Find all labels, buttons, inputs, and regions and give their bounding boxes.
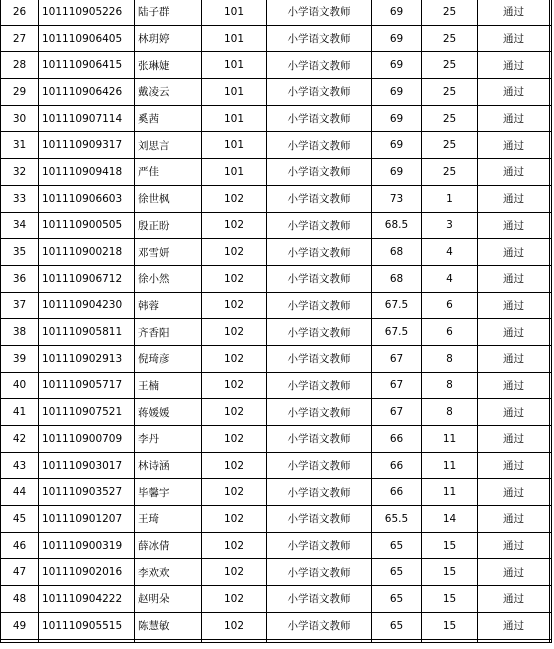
table-row-partial <box>1 639 552 642</box>
candidate-name-cell: 王楠 <box>135 372 202 399</box>
job-title-cell: 小学语文教师 <box>267 159 372 186</box>
post-code-cell: 102 <box>202 239 267 266</box>
job-title-cell: 小学语文教师 <box>267 212 372 239</box>
result-cell: 通过 <box>478 0 550 25</box>
result-cell: 通过 <box>478 426 550 453</box>
score-cell: 65 <box>372 532 422 559</box>
rank-cell: 14 <box>422 506 478 533</box>
rank-cell: 3 <box>422 212 478 239</box>
row-index-cell: 43 <box>1 452 39 479</box>
score-cell: 69 <box>372 105 422 132</box>
score-cell: 68 <box>372 239 422 266</box>
post-code-cell: 102 <box>202 532 267 559</box>
candidate-name-cell: 刘思言 <box>135 132 202 159</box>
candidate-id-cell: 101110906415 <box>39 52 135 79</box>
candidate-name-cell: 戴凌云 <box>135 79 202 106</box>
job-title-cell: 小学语文教师 <box>267 586 372 613</box>
candidate-id-cell: 101110900505 <box>39 212 135 239</box>
rank-cell: 6 <box>422 292 478 319</box>
post-code-cell: 102 <box>202 586 267 613</box>
post-code-cell: 101 <box>202 52 267 79</box>
extra-cell <box>550 132 552 159</box>
result-cell: 通过 <box>478 265 550 292</box>
job-title-cell: 小学语文教师 <box>267 0 372 25</box>
candidate-name-cell: 韩蓉 <box>135 292 202 319</box>
row-index-cell: 41 <box>1 399 39 426</box>
rank-cell: 25 <box>422 105 478 132</box>
post-code-cell: 102 <box>202 265 267 292</box>
result-cell: 通过 <box>478 479 550 506</box>
row-index-cell: 35 <box>1 239 39 266</box>
result-cell: 通过 <box>478 292 550 319</box>
post-code-cell: 101 <box>202 105 267 132</box>
table-row <box>1 105 552 132</box>
score-cell: 69 <box>372 0 422 25</box>
job-title-cell: 小学语文教师 <box>267 426 372 453</box>
candidate-name-cell: 邓雪妍 <box>135 239 202 266</box>
extra-cell <box>550 426 552 453</box>
row-index-cell: 34 <box>1 212 39 239</box>
score-cell: 69 <box>372 52 422 79</box>
result-cell: 通过 <box>478 506 550 533</box>
rank-cell: 8 <box>422 372 478 399</box>
extra-cell <box>550 212 552 239</box>
result-cell: 通过 <box>478 105 550 132</box>
rank-cell: 8 <box>422 399 478 426</box>
score-cell: 66 <box>372 426 422 453</box>
job-title-cell: 小学语文教师 <box>267 345 372 372</box>
candidate-name-cell: 薛冰倩 <box>135 532 202 559</box>
extra-cell <box>550 52 552 79</box>
job-title-cell: 小学语文教师 <box>267 239 372 266</box>
result-cell: 通过 <box>478 212 550 239</box>
extra-cell <box>550 105 552 132</box>
post-code-cell: 101 <box>202 159 267 186</box>
candidate-id-cell: 101110902016 <box>39 559 135 586</box>
post-code-cell: 101 <box>202 132 267 159</box>
extra-cell <box>550 452 552 479</box>
extra-cell <box>550 532 552 559</box>
candidate-name-cell: 陈慧敏 <box>135 612 202 639</box>
result-cell: 通过 <box>478 239 550 266</box>
row-index-cell: 36 <box>1 265 39 292</box>
table-row <box>1 239 552 266</box>
table-body <box>1 0 552 642</box>
rank-cell: 25 <box>422 159 478 186</box>
job-title-cell: 小学语文教师 <box>267 612 372 639</box>
candidate-id-cell: 101110909418 <box>39 159 135 186</box>
candidate-id-cell: 101110902913 <box>39 345 135 372</box>
candidate-name-cell: 李丹 <box>135 426 202 453</box>
post-code-cell: 102 <box>202 212 267 239</box>
rank-cell: 25 <box>422 79 478 106</box>
row-index-cell: 44 <box>1 479 39 506</box>
candidate-name-cell: 李欢欢 <box>135 559 202 586</box>
result-cell: 通过 <box>478 372 550 399</box>
table-row <box>1 479 552 506</box>
rank-cell: 15 <box>422 612 478 639</box>
table-row <box>1 0 552 25</box>
result-cell: 通过 <box>478 319 550 346</box>
table-row <box>1 612 552 639</box>
extra-cell <box>550 185 552 212</box>
candidate-id-cell: 101110904230 <box>39 292 135 319</box>
candidate-id-cell: 101110906712 <box>39 265 135 292</box>
row-index-cell: 39 <box>1 345 39 372</box>
table-row <box>1 345 552 372</box>
candidate-name-cell: 毕馨宇 <box>135 479 202 506</box>
table-row <box>1 559 552 586</box>
score-cell: 67.5 <box>372 292 422 319</box>
post-code-cell: 102 <box>202 479 267 506</box>
score-cell: 65 <box>372 586 422 613</box>
rank-cell: 11 <box>422 479 478 506</box>
row-index-cell: 28 <box>1 52 39 79</box>
table-row <box>1 426 552 453</box>
post-code-cell: 102 <box>202 559 267 586</box>
row-index-cell: 26 <box>1 0 39 25</box>
job-title-cell: 小学语文教师 <box>267 132 372 159</box>
extra-cell <box>550 345 552 372</box>
row-index-cell: 27 <box>1 25 39 52</box>
score-cell: 68.5 <box>372 212 422 239</box>
extra-cell <box>550 399 552 426</box>
table-row <box>1 132 552 159</box>
candidate-name-cell: 徐小然 <box>135 265 202 292</box>
result-cell: 通过 <box>478 586 550 613</box>
table-row <box>1 452 552 479</box>
extra-cell <box>550 319 552 346</box>
job-title-cell: 小学语文教师 <box>267 452 372 479</box>
candidate-id-cell: 101110907114 <box>39 105 135 132</box>
row-index-cell: 46 <box>1 532 39 559</box>
candidate-name-cell: 王琦 <box>135 506 202 533</box>
candidate-name-cell: 齐香阳 <box>135 319 202 346</box>
row-index-cell: 48 <box>1 586 39 613</box>
result-cell: 通过 <box>478 132 550 159</box>
row-index-cell: 49 <box>1 612 39 639</box>
row-index-cell: 37 <box>1 292 39 319</box>
rank-cell: 15 <box>422 586 478 613</box>
candidate-name-cell: 殷正盼 <box>135 212 202 239</box>
candidate-name-cell: 林诗涵 <box>135 452 202 479</box>
job-title-cell: 小学语文教师 <box>267 185 372 212</box>
table-row <box>1 159 552 186</box>
rank-cell: 15 <box>422 532 478 559</box>
row-index-cell: 47 <box>1 559 39 586</box>
extra-cell <box>550 265 552 292</box>
job-title-cell: 小学语文教师 <box>267 532 372 559</box>
rank-cell: 1 <box>422 185 478 212</box>
post-code-cell: 102 <box>202 426 267 453</box>
extra-cell <box>550 292 552 319</box>
score-cell: 69 <box>372 159 422 186</box>
score-cell: 65.5 <box>372 506 422 533</box>
candidate-name-cell: 倪琦彦 <box>135 345 202 372</box>
post-code-cell: 102 <box>202 452 267 479</box>
job-title-cell: 小学语文教师 <box>267 25 372 52</box>
extra-cell <box>550 159 552 186</box>
candidate-id-cell: 101110905515 <box>39 612 135 639</box>
result-cell: 通过 <box>478 52 550 79</box>
candidate-id-cell: 101110909317 <box>39 132 135 159</box>
result-cell: 通过 <box>478 345 550 372</box>
candidate-id-cell: 101110900319 <box>39 532 135 559</box>
candidate-name-cell: 陆子群 <box>135 0 202 25</box>
table-row <box>1 292 552 319</box>
result-cell: 通过 <box>478 452 550 479</box>
score-cell: 69 <box>372 79 422 106</box>
row-index-cell: 31 <box>1 132 39 159</box>
post-code-cell: 102 <box>202 345 267 372</box>
extra-cell <box>550 0 552 25</box>
extra-cell <box>550 372 552 399</box>
score-cell: 67 <box>372 399 422 426</box>
post-code-cell: 102 <box>202 399 267 426</box>
result-cell: 通过 <box>478 159 550 186</box>
job-title-cell: 小学语文教师 <box>267 506 372 533</box>
table-row <box>1 372 552 399</box>
job-title-cell: 小学语文教师 <box>267 372 372 399</box>
result-cell: 通过 <box>478 25 550 52</box>
job-title-cell: 小学语文教师 <box>267 105 372 132</box>
candidate-name-cell: 赵明朵 <box>135 586 202 613</box>
job-title-cell: 小学语文教师 <box>267 265 372 292</box>
score-cell: 68 <box>372 265 422 292</box>
job-title-cell: 小学语文教师 <box>267 79 372 106</box>
score-cell: 67 <box>372 372 422 399</box>
table-row <box>1 399 552 426</box>
rank-cell: 6 <box>422 319 478 346</box>
table-row <box>1 185 552 212</box>
job-title-cell: 小学语文教师 <box>267 399 372 426</box>
candidate-id-cell: 101110900709 <box>39 426 135 453</box>
score-cell: 67 <box>372 345 422 372</box>
rank-cell: 4 <box>422 239 478 266</box>
extra-cell <box>550 586 552 613</box>
score-cell: 65 <box>372 559 422 586</box>
candidate-name-cell: 徐世枫 <box>135 185 202 212</box>
candidate-id-cell: 101110904222 <box>39 586 135 613</box>
score-cell: 65 <box>372 612 422 639</box>
extra-cell <box>550 612 552 639</box>
candidate-id-cell: 101110903527 <box>39 479 135 506</box>
row-index-cell: 29 <box>1 79 39 106</box>
row-index-cell: 33 <box>1 185 39 212</box>
row-index-cell: 42 <box>1 426 39 453</box>
score-cell: 69 <box>372 25 422 52</box>
post-code-cell: 102 <box>202 612 267 639</box>
post-code-cell: 101 <box>202 25 267 52</box>
result-cell: 通过 <box>478 559 550 586</box>
rank-cell: 11 <box>422 426 478 453</box>
candidate-name-cell: 奚茜 <box>135 105 202 132</box>
extra-cell <box>550 506 552 533</box>
post-code-cell: 102 <box>202 506 267 533</box>
rank-cell: 11 <box>422 452 478 479</box>
post-code-cell: 101 <box>202 79 267 106</box>
extra-cell <box>550 559 552 586</box>
row-index-cell: 32 <box>1 159 39 186</box>
post-code-cell: 102 <box>202 319 267 346</box>
job-title-cell: 小学语文教师 <box>267 52 372 79</box>
row-index-cell: 30 <box>1 105 39 132</box>
rank-cell: 15 <box>422 559 478 586</box>
candidate-id-cell: 101110905717 <box>39 372 135 399</box>
candidate-id-cell: 101110900218 <box>39 239 135 266</box>
result-cell: 通过 <box>478 399 550 426</box>
post-code-cell: 102 <box>202 185 267 212</box>
table-row <box>1 52 552 79</box>
row-index-cell: 38 <box>1 319 39 346</box>
candidate-id-cell: 101110901207 <box>39 506 135 533</box>
table-row <box>1 506 552 533</box>
candidate-id-cell: 101110906426 <box>39 79 135 106</box>
post-code-cell: 102 <box>202 372 267 399</box>
score-cell: 66 <box>372 452 422 479</box>
rank-cell: 4 <box>422 265 478 292</box>
table-row <box>1 265 552 292</box>
table-row <box>1 586 552 613</box>
table-row <box>1 319 552 346</box>
rank-cell: 25 <box>422 0 478 25</box>
post-code-cell: 101 <box>202 0 267 25</box>
result-cell: 通过 <box>478 79 550 106</box>
rank-cell: 25 <box>422 132 478 159</box>
extra-cell <box>550 79 552 106</box>
post-code-cell: 102 <box>202 292 267 319</box>
candidate-id-cell: 101110905226 <box>39 0 135 25</box>
result-cell: 通过 <box>478 185 550 212</box>
candidate-id-cell: 101110906405 <box>39 25 135 52</box>
job-title-cell: 小学语文教师 <box>267 292 372 319</box>
extra-cell <box>550 239 552 266</box>
result-cell: 通过 <box>478 532 550 559</box>
rank-cell: 25 <box>422 52 478 79</box>
table-row <box>1 79 552 106</box>
row-index-cell: 40 <box>1 372 39 399</box>
candidate-id-cell: 101110905811 <box>39 319 135 346</box>
candidate-id-cell: 101110907521 <box>39 399 135 426</box>
score-cell: 67.5 <box>372 319 422 346</box>
extra-cell <box>550 25 552 52</box>
candidate-name-cell: 林玥婷 <box>135 25 202 52</box>
job-title-cell: 小学语文教师 <box>267 479 372 506</box>
table-row <box>1 532 552 559</box>
job-title-cell: 小学语文教师 <box>267 559 372 586</box>
rank-cell: 8 <box>422 345 478 372</box>
table-row <box>1 212 552 239</box>
candidate-name-cell: 严佳 <box>135 159 202 186</box>
score-cell: 69 <box>372 132 422 159</box>
candidate-name-cell: 张琳婕 <box>135 52 202 79</box>
candidate-name-cell: 蒋媛媛 <box>135 399 202 426</box>
candidate-id-cell: 101110906603 <box>39 185 135 212</box>
candidate-id-cell: 101110903017 <box>39 452 135 479</box>
extra-cell <box>550 479 552 506</box>
score-cell: 66 <box>372 479 422 506</box>
job-title-cell: 小学语文教师 <box>267 319 372 346</box>
row-index-cell: 45 <box>1 506 39 533</box>
score-cell: 73 <box>372 185 422 212</box>
table-row <box>1 25 552 52</box>
rank-cell: 25 <box>422 25 478 52</box>
result-cell: 通过 <box>478 612 550 639</box>
